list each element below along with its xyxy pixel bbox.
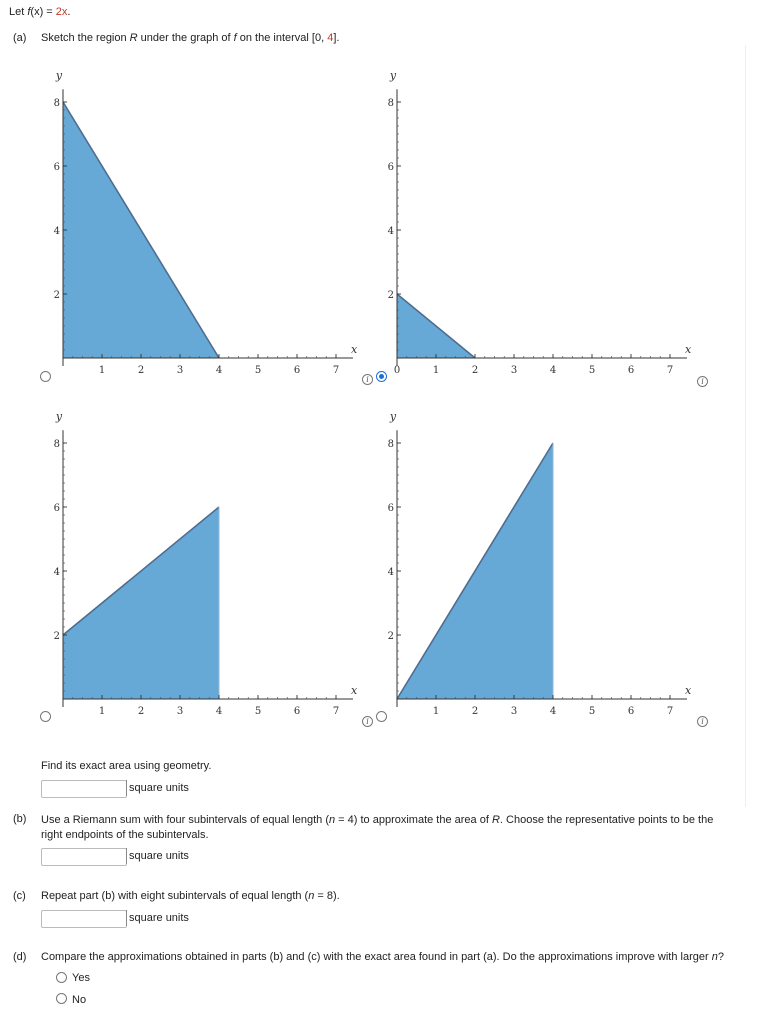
y-axis-label: y bbox=[55, 69, 63, 83]
part-d-label: (d) bbox=[13, 951, 27, 963]
x-tick-label: 6 bbox=[293, 706, 301, 717]
graph-3-radio[interactable] bbox=[40, 711, 51, 722]
x-tick-label: 5 bbox=[254, 365, 262, 376]
origin-label: 0 bbox=[393, 365, 401, 376]
part-b-label: (b) bbox=[13, 813, 27, 825]
exact-area-unit: square units bbox=[126, 780, 189, 796]
y-tick-label: 4 bbox=[53, 567, 60, 578]
riemann-n8-input[interactable] bbox=[41, 910, 127, 928]
y-tick-label: 2 bbox=[53, 290, 60, 301]
riemann-n4-unit: square units bbox=[126, 848, 189, 864]
part-d-instruction: Compare the approximations obtained in parts (b) and (c) with the exact area found in part (a). Do the approximations improve with larger n? bbox=[41, 951, 724, 963]
x-tick-label: 2 bbox=[137, 365, 145, 376]
y-tick-label: 6 bbox=[53, 503, 60, 514]
x-tick-label: 1 bbox=[432, 706, 440, 717]
y-tick-label: 4 bbox=[387, 226, 394, 237]
x-tick-label: 2 bbox=[471, 365, 479, 376]
x-tick-label: 7 bbox=[666, 706, 674, 717]
graph-1-info-icon[interactable]: i bbox=[362, 374, 373, 385]
part-b-instruction: Use a Riemann sum with four subintervals of equal length (n = 4) to approximate the area of R. Choose the representative points to be the right endpoints of the subintervals. bbox=[41, 814, 714, 841]
y-tick-label: 2 bbox=[387, 631, 394, 642]
x-tick-label: 1 bbox=[432, 365, 440, 376]
graph-3-plot bbox=[38, 405, 358, 730]
graph-1-plot bbox=[38, 60, 358, 388]
graph-option-4 bbox=[372, 405, 702, 730]
option-no-label: No bbox=[72, 994, 87, 1006]
graph-2-radio[interactable] bbox=[376, 371, 387, 382]
x-tick-label: 7 bbox=[332, 706, 340, 717]
y-axis-label: y bbox=[389, 69, 397, 83]
x-tick-label: 5 bbox=[254, 706, 262, 717]
graph-4-radio[interactable] bbox=[376, 711, 387, 722]
graph-2-info-icon[interactable]: i bbox=[697, 376, 708, 387]
x-tick-label: 7 bbox=[666, 365, 674, 376]
option-no-radio[interactable] bbox=[56, 993, 67, 1004]
x-tick-label: 4 bbox=[215, 706, 223, 717]
shaded-region bbox=[63, 507, 219, 699]
y-tick-label: 6 bbox=[53, 162, 60, 173]
x-tick-label: 2 bbox=[137, 706, 145, 717]
graph-option-3 bbox=[38, 405, 358, 730]
interval-endpoint: 4 bbox=[327, 32, 334, 44]
y-tick-label: 8 bbox=[53, 439, 60, 450]
y-axis-label: y bbox=[55, 410, 63, 424]
option-yes-radio[interactable] bbox=[56, 972, 67, 983]
x-tick-label: 3 bbox=[510, 706, 518, 717]
x-tick-label: 3 bbox=[176, 365, 184, 376]
x-tick-label: 1 bbox=[98, 365, 106, 376]
find-area-text: Find its exact area using geometry. bbox=[41, 760, 212, 772]
part-c-label: (c) bbox=[13, 890, 26, 902]
part-a-instruction: Sketch the region R under the graph of f on the interval [0, 4]. bbox=[41, 32, 340, 44]
graph-option-1 bbox=[38, 60, 358, 388]
y-tick-label: 2 bbox=[387, 290, 394, 301]
x-tick-label: 1 bbox=[98, 706, 106, 717]
y-axis-label: y bbox=[389, 410, 397, 424]
x-axis-label: x bbox=[351, 684, 358, 697]
x-tick-label: 4 bbox=[215, 365, 223, 376]
graph-1-radio[interactable] bbox=[40, 371, 51, 382]
x-tick-label: 6 bbox=[627, 365, 635, 376]
graph-4-info-icon[interactable]: i bbox=[697, 716, 708, 727]
x-axis-label: x bbox=[685, 684, 692, 697]
y-tick-label: 6 bbox=[387, 503, 394, 514]
x-tick-label: 5 bbox=[588, 365, 596, 376]
y-tick-label: 8 bbox=[53, 98, 60, 109]
option-yes-label: Yes bbox=[72, 972, 90, 984]
part-c-instruction: Repeat part (b) with eight subintervals of equal length (n = 8). bbox=[41, 890, 340, 902]
riemann-n4-input[interactable] bbox=[41, 848, 127, 866]
y-tick-label: 4 bbox=[387, 567, 394, 578]
y-tick-label: 4 bbox=[53, 226, 60, 237]
riemann-n8-unit: square units bbox=[126, 910, 189, 926]
x-tick-label: 4 bbox=[549, 365, 557, 376]
y-tick-label: 8 bbox=[387, 98, 394, 109]
x-tick-label: 5 bbox=[588, 706, 596, 717]
graph-2-plot bbox=[372, 60, 702, 388]
x-axis-label: x bbox=[685, 343, 692, 356]
x-tick-label: 4 bbox=[549, 706, 557, 717]
part-a-label: (a) bbox=[13, 32, 27, 44]
exact-area-input[interactable] bbox=[41, 780, 127, 798]
problem-statement: Let f(x) = 2x. bbox=[9, 6, 71, 18]
graph-option-2 bbox=[372, 60, 702, 388]
x-tick-label: 6 bbox=[293, 365, 301, 376]
y-tick-label: 6 bbox=[387, 162, 394, 173]
graph-3-info-icon[interactable]: i bbox=[362, 716, 373, 727]
x-tick-label: 3 bbox=[176, 706, 184, 717]
x-tick-label: 2 bbox=[471, 706, 479, 717]
y-tick-label: 2 bbox=[53, 631, 60, 642]
x-tick-label: 3 bbox=[510, 365, 518, 376]
graph-4-plot bbox=[372, 405, 702, 730]
function-value: 2x bbox=[55, 6, 68, 18]
x-tick-label: 7 bbox=[332, 365, 340, 376]
divider bbox=[745, 45, 746, 807]
x-axis-label: x bbox=[351, 343, 358, 356]
y-tick-label: 8 bbox=[387, 439, 394, 450]
x-tick-label: 6 bbox=[627, 706, 635, 717]
